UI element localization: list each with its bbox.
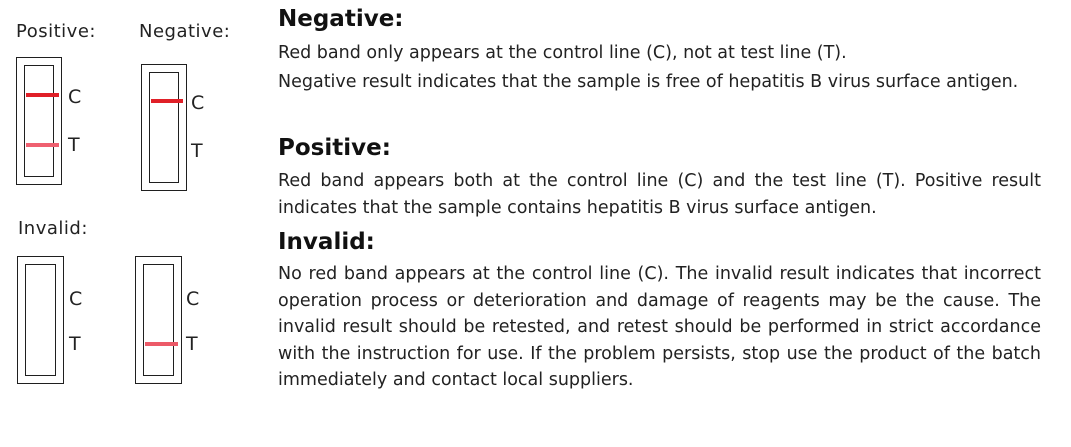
positive-test-marker: T (68, 134, 80, 156)
positive-control-band (26, 93, 59, 97)
negative-line-2: Negative result indicates that the sample is free of hepatitis B virus surface antigen. (278, 72, 1019, 92)
negative-label: Negative: (139, 21, 231, 42)
invalid-text: No red band appears at the control line (C). The invalid result indicates that incorrect operation process or deterioration and damage of reagents may be the cause. The invalid result should be retested, and retest should be performed in strict accordance with the instruction for use. If the problem persists, stop use the product of the batch immediately and contact local suppliers. (278, 264, 1041, 390)
invalid-1-test-marker: T (69, 333, 81, 355)
negative-test-marker: T (191, 140, 203, 162)
negative-control-marker: C (191, 92, 205, 114)
negative-heading: Negative: (278, 6, 404, 32)
positive-heading: Positive: (278, 135, 391, 161)
positive-text: Red band appears both at the control line (C) and the test line (T). Positive result indicates that the sample contains hepatitis B virus surface antigen. (278, 171, 1041, 218)
negative-control-band (151, 99, 183, 103)
positive-control-marker: C (68, 86, 82, 108)
invalid-heading: Invalid: (278, 229, 375, 255)
positive-test-band (26, 143, 59, 147)
invalid-2-control-marker: C (186, 288, 200, 310)
invalid-label: Invalid: (18, 218, 88, 239)
invalid-test-band (145, 342, 178, 346)
invalid-1-control-marker: C (69, 288, 83, 310)
invalid-2-test-marker: T (186, 333, 198, 355)
positive-label: Positive: (16, 21, 96, 42)
negative-line-1: Red band only appears at the control line (C), not at test line (T). (278, 43, 847, 63)
